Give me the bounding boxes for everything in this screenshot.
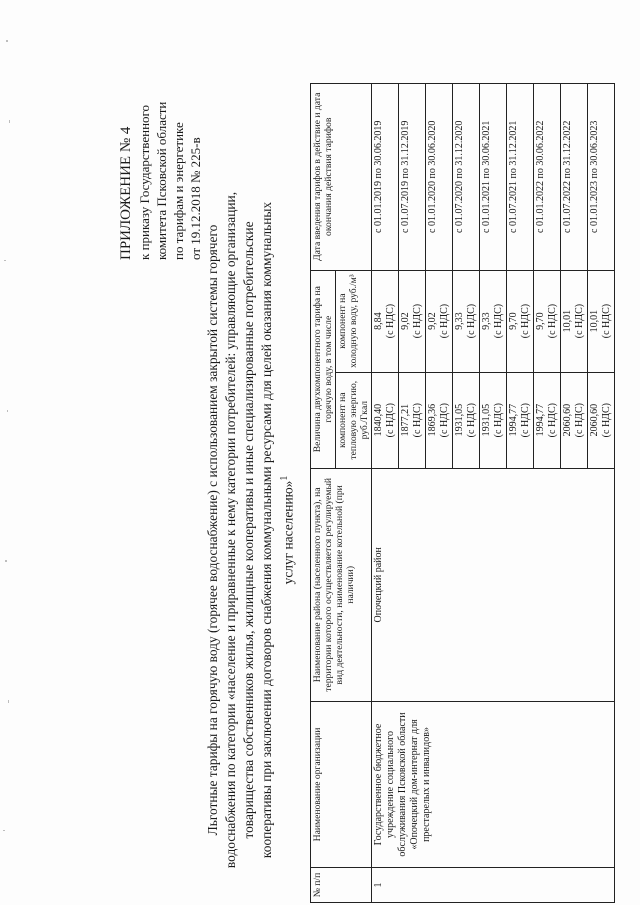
heat-cell [399,372,426,468]
water-value: 9,02 [400,312,411,330]
title-footnote-mark: 1 [279,475,290,481]
vat-label: (с НДС) [601,403,612,438]
header-tariff-group: Величина двухкомпонентного тарифа на горячую воду, в том числе [311,270,336,468]
period-dates: с 01.01.2019 по 30.06.2019 [372,84,399,271]
heat-value: 1931,05 [481,403,492,437]
vat-label: (с НДС) [412,403,423,438]
vat-label: (с НДС) [385,303,396,339]
water-value: 10,01 [562,309,573,333]
water-cell [534,270,561,372]
vat-label: (с НДС) [601,303,612,339]
water-cell [561,270,588,372]
period-dates: с 01.07.2022 по 31.12.2022 [561,84,588,271]
heat-value: 2060,60 [589,403,600,437]
water-value: 9,70 [508,312,519,330]
vat-label: (с НДС) [493,403,504,438]
heat-value: 1869,36 [427,403,438,437]
water-value: 8,84 [373,312,384,330]
period-dates: с 01.01.2021 по 30.06.2021 [480,84,507,271]
water-cell [453,270,480,372]
scan-noise [8,700,9,703]
heat-cell [480,372,507,468]
water-value: 9,33 [454,312,465,330]
heat-value: 1931,05 [454,403,465,437]
heat-value: 2060,60 [562,403,573,437]
water-cell [426,270,453,372]
header-org: Наименование организации [311,701,372,867]
heat-cell [453,372,480,468]
document-title [204,185,297,875]
water-cell [588,270,615,372]
vat-label: (с НДС) [547,303,558,339]
row-num: 1 [372,868,615,903]
header-dates: Дата введения тарифов в действие и дата окончания действия тарифов [311,84,372,271]
row-org: Государственное бюджетное учреждение социального обслуживания Псковской области «Опочецкий дом-интернат для престарелых и инвалидов» [372,701,615,867]
header-water-component: компонент на холодную воду, руб./м³ [336,270,372,372]
table-row [372,84,399,903]
heat-value: 1994,77 [508,403,519,437]
header-heat-component: компонент на тепловую энергию, руб./Гкал [336,372,372,468]
vat-label: (с НДС) [412,303,423,339]
period-dates: с 01.07.2021 по 31.12.2021 [507,84,534,271]
row-area: Опочецкий район [372,468,615,701]
water-cell [372,270,399,372]
heat-cell [534,372,561,468]
appendix-line-committee: комитета Псковской области [154,101,169,260]
period-dates: с 01.07.2020 по 31.12.2020 [453,84,480,271]
header-area: Наименование района (населенного пункта), на территории которого осуществляется регулируемый вид деятельности, наименование котельной (при наличии) [311,468,372,701]
heat-cell [426,372,453,468]
heat-value: 1994,77 [535,403,546,437]
vat-label: (с НДС) [385,403,396,438]
heat-cell [507,372,534,468]
water-value: 9,70 [535,312,546,330]
appendix-line-tariffs: по тарифам и энергетике [171,122,186,260]
scan-noise [6,40,8,42]
water-cell [399,270,426,372]
vat-label: (с НДС) [574,303,585,339]
vat-label: (с НДС) [493,303,504,339]
table-header-row [311,84,336,903]
vat-label: (с НДС) [574,403,585,438]
vat-label: (с НДС) [547,403,558,438]
vat-label: (с НДС) [466,303,477,339]
appendix-line-date: от 19.12.2018 № 225-в [188,137,203,260]
scan-noise [5,560,7,562]
appendix-heading: ПРИЛОЖЕНИЕ № 4 [118,126,134,260]
vat-label: (с НДС) [466,403,477,438]
water-value: 9,02 [427,312,438,330]
heat-value: 1840,40 [373,403,384,437]
heat-cell [372,372,399,468]
header-num: № п/п [311,868,372,903]
heat-cell [588,372,615,468]
heat-value: 1877,21 [400,403,411,437]
appendix-line-order: к приказу Государственного [137,104,152,260]
appendix-block [118,30,204,260]
water-cell [480,270,507,372]
scan-noise [4,260,6,261]
scan-noise [7,410,8,412]
period-dates: с 01.01.2022 по 30.06.2022 [534,84,561,271]
period-dates: с 01.01.2023 по 30.06.2023 [588,84,615,271]
tariff-table [310,83,615,903]
scan-noise [3,830,5,831]
water-cell [507,270,534,372]
water-value: 9,33 [481,312,492,330]
period-dates: с 01.07.2019 по 31.12.2019 [399,84,426,271]
title-text: Льготные тарифы на горячую воду (горячее водоснабжение) с использованием закрытой системы горячего водоснабжения по категории «население и приравненные к нему категории потребителей: управляющие организации, товарищества собственников жилья, жилищные кооперативы и иные специализированные потребительские кооперативы при заключении договоров снабжения коммунальными ресурсами для целей оказания коммунальных услуг населению» [205,191,296,869]
vat-label: (с НДС) [520,303,531,339]
vat-label: (с НДС) [439,303,450,339]
vat-label: (с НДС) [439,403,450,438]
scan-noise [9,120,10,123]
period-dates: с 01.01.2020 по 30.06.2020 [426,84,453,271]
vat-label: (с НДС) [520,403,531,438]
water-value: 10,01 [589,309,600,333]
heat-cell [561,372,588,468]
